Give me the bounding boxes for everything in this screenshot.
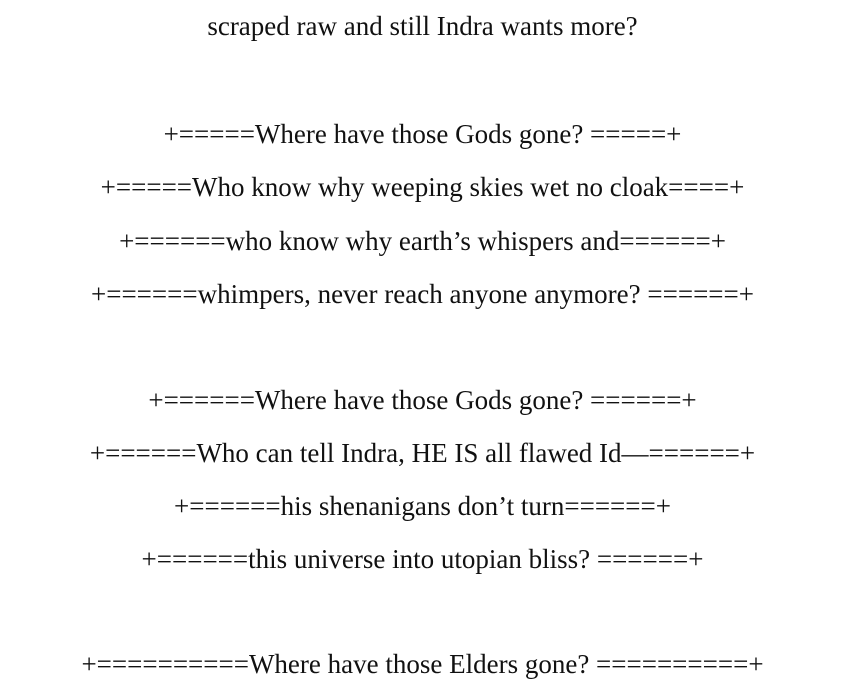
- poem-line-5: +======whimpers, never reach anyone anymore? ======+: [91, 279, 754, 309]
- poem-line-2: +=====Where have those Gods gone? =====+: [163, 119, 682, 149]
- poem-line-9: +======this universe into utopian bliss? ======+: [141, 544, 704, 574]
- poem-line-4: +======who know why earth’s whispers and======+: [119, 226, 726, 256]
- poem-line-1: scraped raw and still Indra wants more?: [207, 11, 638, 41]
- poem-line-3: +=====Who know why weeping skies wet no cloak====+: [100, 172, 745, 202]
- poem-line-10: +==========Where have those Elders gone? ==========+: [81, 649, 764, 679]
- poem-line-6: +======Where have those Gods gone? ======+: [148, 385, 697, 415]
- poem-line-7: +======Who can tell Indra, HE IS all flawed Id—======+: [89, 438, 756, 468]
- poem-line-8: +======his shenanigans don’t turn======+: [174, 491, 671, 521]
